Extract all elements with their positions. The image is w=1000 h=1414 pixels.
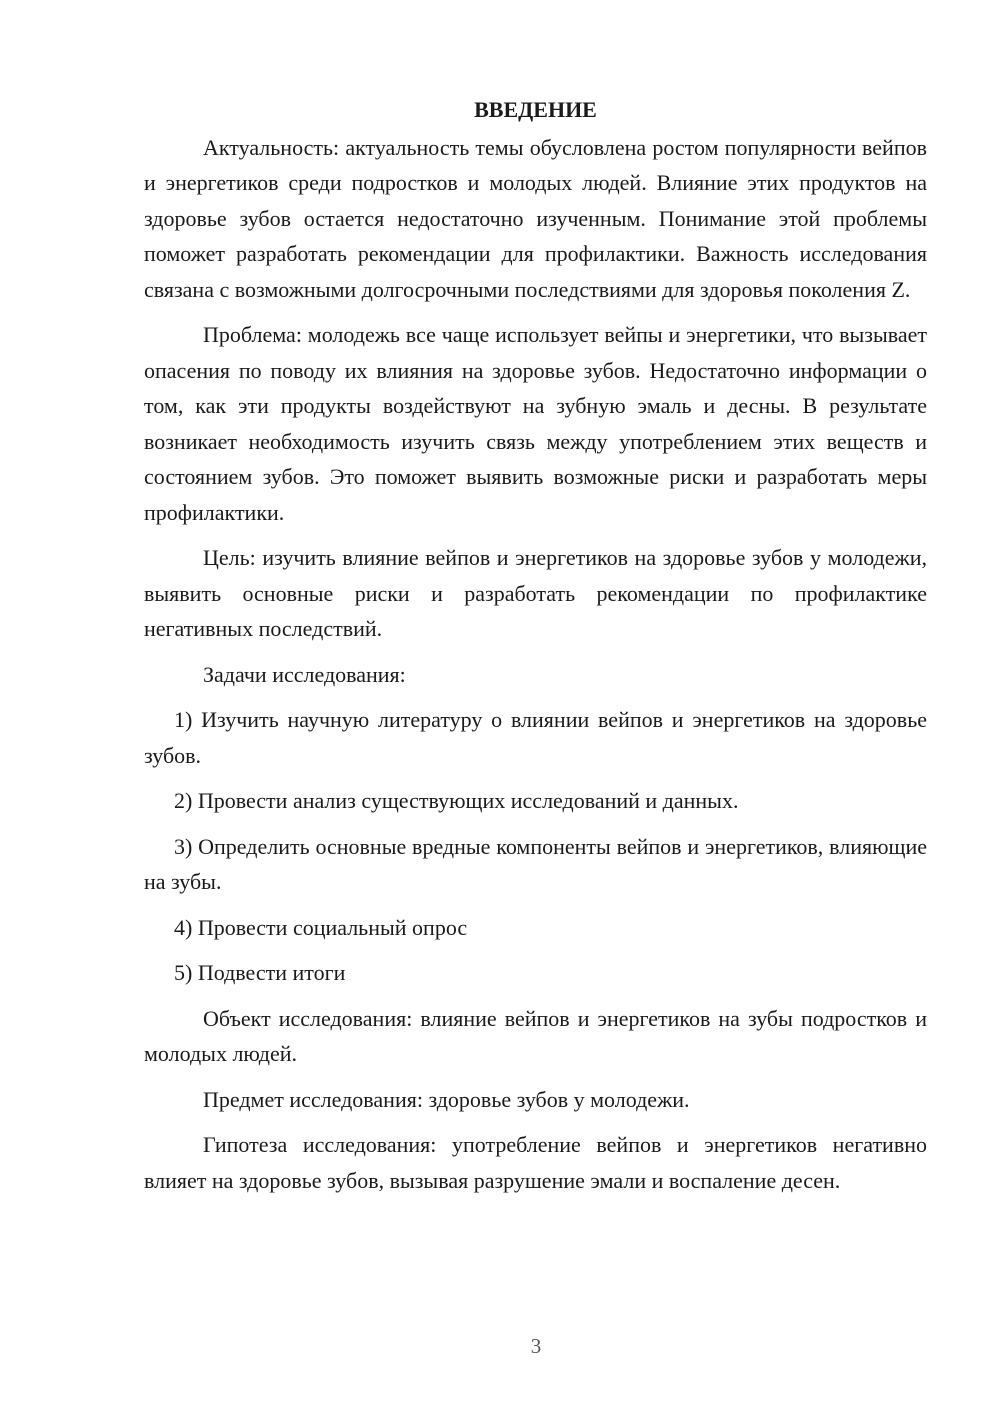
hypothesis-paragraph: Гипотеза исследования: употребление вейпов и энергетиков негативно влияет на здоровье зубов, вызывая разрушение эмали и воспаление десен. xyxy=(144,1132,927,1193)
relevance-paragraph: Актуальность: актуальность темы обусловлена ростом популярности вейпов и энергетиков среди подростков и молодых людей. Влияние этих продуктов на здоровье зубов остается недостаточно изученным. Понимание этой проблемы поможет разработать рекомендации для профилактики. Важность исследования связана с возможными долгосрочными последствиями для здоровья поколения Z. xyxy=(144,134,927,302)
task-item: 1) Изучить научную литературу о влиянии вейпов и энергетиков на здоровье зубов. xyxy=(144,707,927,768)
problem-paragraph: Проблема: молодежь все чаще использует вейпы и энергетики, что вызывает опасения по поводу их влияния на здоровье зубов. Недостаточно информации о том, как эти продукты воздействуют на зубную эмаль и десны. В результате возникает необходимость изучить связь между употреблением этих веществ и состоянием зубов. Это поможет выявить возможные риски и разработать меры профилактики. xyxy=(144,322,927,525)
task-item: 5) Подвести итоги xyxy=(174,960,346,985)
object-paragraph: Объект исследования: влияние вейпов и энергетиков на зубы подростков и молодых людей. xyxy=(144,1005,927,1066)
task-item: 2) Провести анализ существующих исследований и данных. xyxy=(174,788,739,813)
tasks-heading: Задачи исследования: xyxy=(203,661,406,687)
task-item: 4) Провести социальный опрос xyxy=(174,914,468,940)
page-number: 3 xyxy=(530,1334,542,1358)
section-title: ВВЕДЕНИЕ xyxy=(474,97,597,122)
document-body xyxy=(144,92,927,1208)
task-item: 3) Определить основные вредные компоненты вейпов и энергетиков, влияющие на зубы. xyxy=(144,833,927,894)
subject-paragraph: Предмет исследования: здоровье зубов у молодежи. xyxy=(203,1086,690,1112)
goal-paragraph: Цель: изучить влияние вейпов и энергетиков на здоровье зубов у молодежи, выявить основные риски и разработать рекомендации по профилактике негативных последствий. xyxy=(144,545,927,641)
